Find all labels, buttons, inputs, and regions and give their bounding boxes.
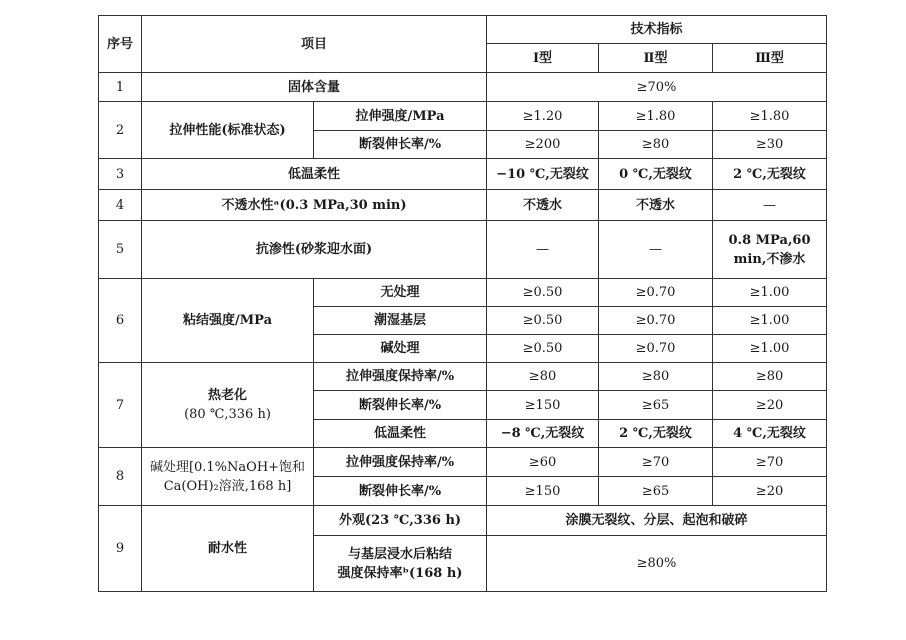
value-type2: ≥65 bbox=[599, 477, 713, 506]
sub-item-name: 潮湿基层 bbox=[314, 307, 487, 335]
value-type2: 0 ℃,无裂纹 bbox=[599, 159, 713, 190]
row-number: 3 bbox=[99, 159, 142, 190]
value-type1: ≥150 bbox=[487, 391, 599, 420]
value-type1: ≥80 bbox=[487, 363, 599, 391]
sub-item-name: 断裂伸长率/% bbox=[314, 477, 487, 506]
value-all: 涂膜无裂纹、分层、起泡和破碎 bbox=[487, 506, 827, 536]
item-name: 固体含量 bbox=[142, 73, 487, 102]
header-type2: Ⅱ型 bbox=[599, 44, 713, 73]
row-number: 6 bbox=[99, 279, 142, 363]
value-type3: ≥1.00 bbox=[713, 307, 827, 335]
header-type1: Ⅰ型 bbox=[487, 44, 599, 73]
value-type2: 不透水 bbox=[599, 190, 713, 221]
value-type3: ≥1.80 bbox=[713, 102, 827, 131]
table-row bbox=[99, 102, 827, 131]
header-type3: Ⅲ型 bbox=[713, 44, 827, 73]
sub-item-name: 拉伸强度/MPa bbox=[314, 102, 487, 131]
value-type2: ≥80 bbox=[599, 363, 713, 391]
spec-table bbox=[98, 15, 827, 592]
sub-item-name: 外观(23 ℃,336 h) bbox=[314, 506, 487, 536]
header-row bbox=[99, 16, 827, 44]
value-type3: — bbox=[713, 190, 827, 221]
item-name bbox=[142, 363, 314, 448]
item-name bbox=[142, 448, 314, 506]
sub-item-name: 碱处理 bbox=[314, 335, 487, 363]
sub-item-name-line1: 与基层浸水后粘结 bbox=[348, 546, 453, 562]
value-type2: — bbox=[599, 221, 713, 279]
row-number: 4 bbox=[99, 190, 142, 221]
value-type3: 0.8 MPa,60 min,不渗水 bbox=[713, 221, 827, 279]
item-name: 拉伸性能(标准状态) bbox=[142, 102, 314, 159]
value-type3: ≥20 bbox=[713, 391, 827, 420]
sub-item-name: 断裂伸长率/% bbox=[314, 131, 487, 159]
table-row bbox=[99, 506, 827, 536]
sub-item-name: 无处理 bbox=[314, 279, 487, 307]
value-type2: 2 ℃,无裂纹 bbox=[599, 420, 713, 448]
item-name-line2: (80 ℃,336 h) bbox=[184, 407, 271, 422]
value-type3: 4 ℃,无裂纹 bbox=[713, 420, 827, 448]
value-type3: 2 ℃,无裂纹 bbox=[713, 159, 827, 190]
value-type2: ≥70 bbox=[599, 448, 713, 477]
item-name: 耐水性 bbox=[142, 506, 314, 592]
value-type3: ≥70 bbox=[713, 448, 827, 477]
value-type3: ≥1.00 bbox=[713, 279, 827, 307]
value-type1: ≥150 bbox=[487, 477, 599, 506]
header-item: 项目 bbox=[142, 16, 487, 73]
table-row bbox=[99, 448, 827, 477]
value-type1: ≥0.50 bbox=[487, 307, 599, 335]
item-name: 抗渗性(砂浆迎水面) bbox=[142, 221, 487, 279]
sub-item-name: 拉伸强度保持率/% bbox=[314, 448, 487, 477]
sub-item-name: 低温柔性 bbox=[314, 420, 487, 448]
value-type1: ≥60 bbox=[487, 448, 599, 477]
item-name-line2: Ca(OH)₂溶液,168 h] bbox=[163, 478, 292, 494]
value-type2: ≥0.70 bbox=[599, 307, 713, 335]
header-seq: 序号 bbox=[99, 16, 142, 73]
table-row bbox=[99, 221, 827, 279]
value-type1: ≥200 bbox=[487, 131, 599, 159]
row-number: 1 bbox=[99, 73, 142, 102]
value-type3: ≥30 bbox=[713, 131, 827, 159]
value-type1: ≥0.50 bbox=[487, 335, 599, 363]
value-type3: ≥20 bbox=[713, 477, 827, 506]
header-tech: 技术指标 bbox=[487, 16, 827, 44]
item-name: 粘结强度/MPa bbox=[142, 279, 314, 363]
table-row bbox=[99, 190, 827, 221]
table-row bbox=[99, 363, 827, 391]
item-name-line1: 碱处理[0.1%NaOH+饱和 bbox=[149, 459, 306, 475]
value-type1: ≥1.20 bbox=[487, 102, 599, 131]
value-all: ≥70% bbox=[487, 73, 827, 102]
row-number: 2 bbox=[99, 102, 142, 159]
item-name-line1: 热老化 bbox=[207, 388, 247, 403]
table-row bbox=[99, 159, 827, 190]
value-type3: ≥80 bbox=[713, 363, 827, 391]
value-type2: ≥1.80 bbox=[599, 102, 713, 131]
value-type2: ≥0.70 bbox=[599, 335, 713, 363]
row-number: 7 bbox=[99, 363, 142, 448]
value-type1: — bbox=[487, 221, 599, 279]
value-type2: ≥65 bbox=[599, 391, 713, 420]
value-type2: ≥80 bbox=[599, 131, 713, 159]
sub-item-name-line2: 强度保持率ᵇ(168 h) bbox=[337, 565, 463, 581]
row-number: 8 bbox=[99, 448, 142, 506]
sub-item-name: 拉伸强度保持率/% bbox=[314, 363, 487, 391]
sub-item-name bbox=[314, 536, 487, 592]
value-type2: ≥0.70 bbox=[599, 279, 713, 307]
value-all: ≥80% bbox=[487, 536, 827, 592]
table-row bbox=[99, 73, 827, 102]
row-number: 9 bbox=[99, 506, 142, 592]
table-row bbox=[99, 279, 827, 307]
sub-item-name: 断裂伸长率/% bbox=[314, 391, 487, 420]
item-name: 不透水性ᵃ(0.3 MPa,30 min) bbox=[142, 190, 487, 221]
item-name: 低温柔性 bbox=[142, 159, 487, 190]
value-type1: 不透水 bbox=[487, 190, 599, 221]
value-type1: −10 ℃,无裂纹 bbox=[487, 159, 599, 190]
row-number: 5 bbox=[99, 221, 142, 279]
value-type3: ≥1.00 bbox=[713, 335, 827, 363]
value-type1: ≥0.50 bbox=[487, 279, 599, 307]
value-type1: −8 ℃,无裂纹 bbox=[487, 420, 599, 448]
